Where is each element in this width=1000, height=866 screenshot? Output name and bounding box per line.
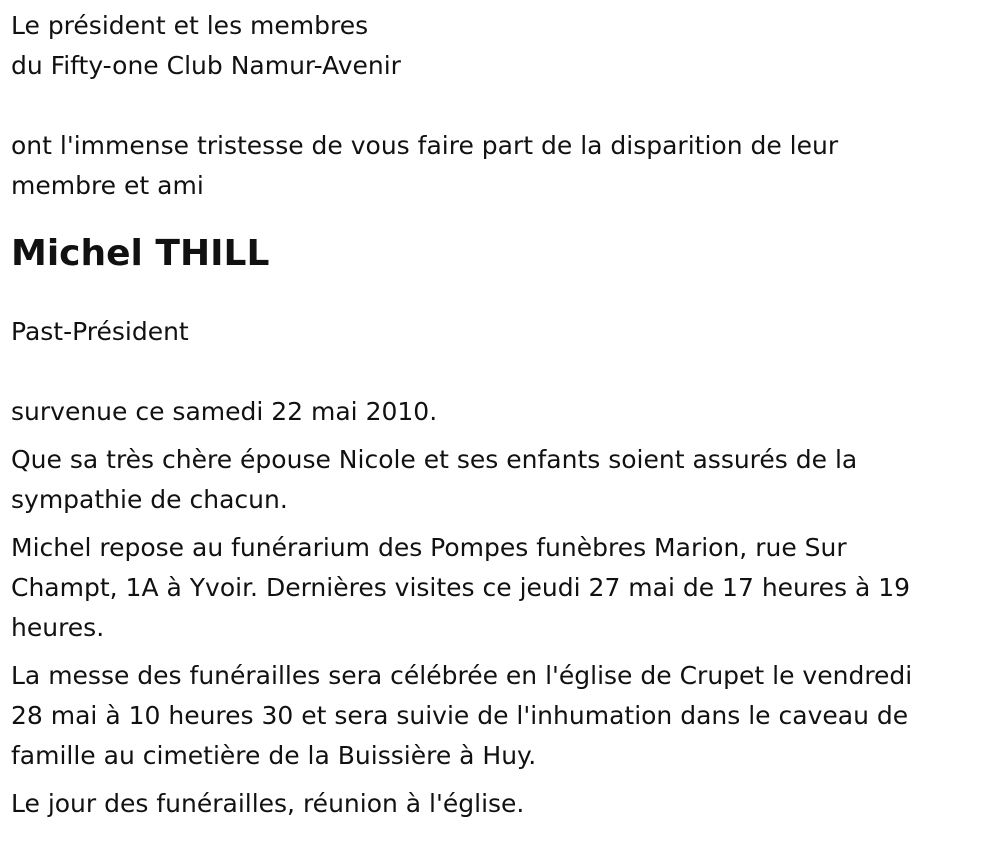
meeting-text: Le jour des funérailles, réunion à l'église. <box>11 789 525 818</box>
repose-text: Michel repose au funérarium des Pompes funèbres Marion, rue Sur Champt, 1A à Yvoir. Dernières visites ce jeudi 27 mai de 17 heures à 19 heures. <box>11 533 911 642</box>
role-title: Past-Président <box>11 317 189 346</box>
funeral-mass-text: La messe des funérailles sera célébrée en l'église de Crupet le vendredi 28 mai à 10 heures 30 et sera suivie de l'inhumation dans le caveau de famille au cimetière de la Buissière à Huy. <box>11 661 913 770</box>
announcement-text: ont l'immense tristesse de vous faire part de la disparition de leur membre et ami <box>11 131 839 200</box>
date-line: survenue ce samedi 22 mai 2010. <box>11 397 438 426</box>
deceased-name: Michel THILL <box>11 233 270 274</box>
sympathy-text: Que sa très chère épouse Nicole et ses enfants soient assurés de la sympathie de chacun. <box>11 445 858 514</box>
intro-text: Le président et les membres du Fifty-one Club Namur-Avenir <box>11 11 401 80</box>
